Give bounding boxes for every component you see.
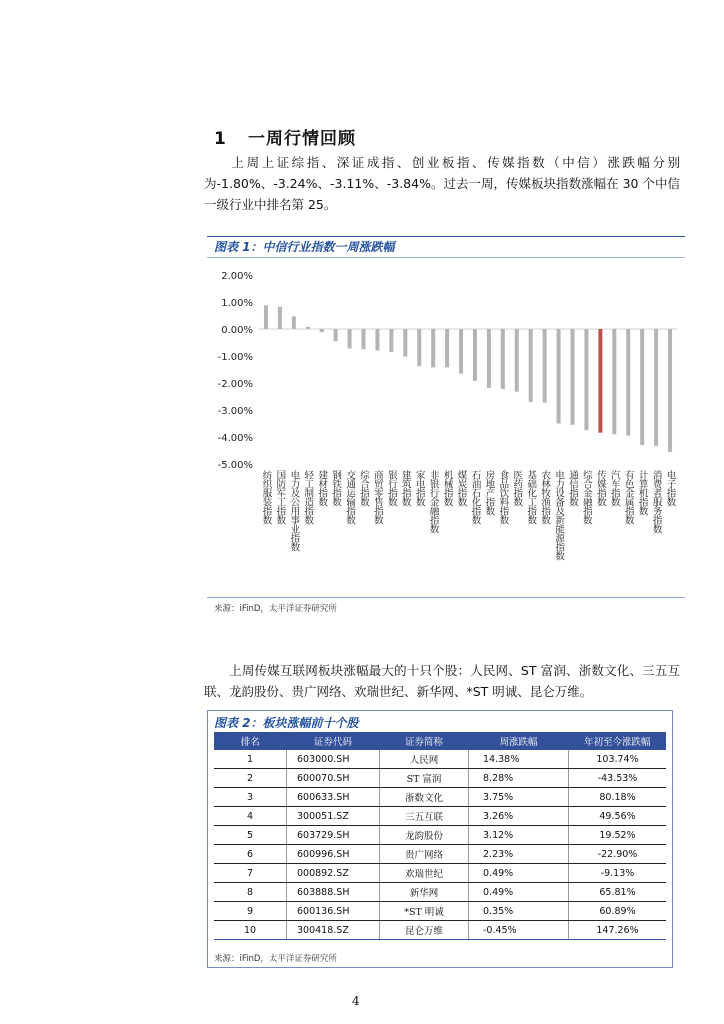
cell-name: *ST 明诚 xyxy=(380,902,469,921)
table-row xyxy=(214,750,666,769)
x-category-label: 医药指数 xyxy=(511,470,523,506)
cell-name: 昆仑万维 xyxy=(380,921,469,940)
cell-rank: 6 xyxy=(214,845,287,864)
y-tick-label: 0.00% xyxy=(221,325,253,336)
bar xyxy=(529,329,533,402)
y-tick-label: -5.00% xyxy=(217,460,253,471)
x-category-label: 食品饮料指数 xyxy=(497,470,509,524)
bar xyxy=(584,329,588,430)
header-name: 证券简称 xyxy=(380,732,469,750)
cell-code: 603729.SH xyxy=(287,826,380,845)
cell-weekly-change: 2.23% xyxy=(469,845,569,864)
bar xyxy=(473,329,477,381)
cell-weekly-change: 3.12% xyxy=(469,826,569,845)
x-category-label: 家电指数 xyxy=(413,470,425,506)
bar xyxy=(278,307,282,329)
bar xyxy=(515,329,519,392)
table-row xyxy=(214,845,666,864)
x-category-label: 纺织服装指数 xyxy=(260,470,272,524)
header-weekly-change: 周涨跌幅 xyxy=(469,732,569,750)
bar xyxy=(626,329,630,436)
cell-name: 浙数文化 xyxy=(380,788,469,807)
cell-code: 603000.SH xyxy=(287,750,380,769)
x-category-label: 农林牧渔指数 xyxy=(539,470,551,524)
cell-code: 600633.SH xyxy=(287,788,380,807)
y-tick-label: 1.00% xyxy=(221,298,253,309)
cell-code: 000892.SZ xyxy=(287,864,380,883)
table-row xyxy=(214,826,666,845)
cell-rank: 3 xyxy=(214,788,287,807)
cell-weekly-change: 8.28% xyxy=(469,769,569,788)
cell-ytd-change: 49.56% xyxy=(569,807,667,826)
bar xyxy=(375,329,379,351)
bar xyxy=(543,329,547,402)
cell-ytd-change: -43.53% xyxy=(569,769,667,788)
table-row xyxy=(214,769,666,788)
y-tick-label: 2.00% xyxy=(221,271,253,282)
bar xyxy=(389,329,393,352)
cell-rank: 4 xyxy=(214,807,287,826)
table-row xyxy=(214,864,666,883)
figure-2-title: 图表 2：板块涨幅前十个股 xyxy=(214,716,359,730)
industry-weekly-change-chart xyxy=(207,258,685,588)
table-body xyxy=(214,750,666,940)
top-ten-stocks-table xyxy=(214,732,666,940)
section-title: 一周行情回顾 xyxy=(248,129,356,149)
bar xyxy=(654,329,658,446)
table-row xyxy=(214,883,666,902)
cell-weekly-change: 3.26% xyxy=(469,807,569,826)
y-tick-label: -2.00% xyxy=(217,379,253,390)
bar xyxy=(487,329,491,388)
cell-code: 300051.SZ xyxy=(287,807,380,826)
bar xyxy=(668,329,672,452)
bar xyxy=(306,327,310,329)
paragraph-1-text: 上周上证综指、深证成指、创业板指、传媒指数（中信）涨跌幅分别为-1.80%、-3.24%、-3.11%、-3.84%。过去一周，传媒板块指数涨幅在 30 个中信一级行业中排名第 25。 xyxy=(204,155,680,212)
x-category-label: 传媒指数 xyxy=(594,470,606,506)
x-category-label: 交通运输指数 xyxy=(344,470,356,524)
x-category-label: 石油石化指数 xyxy=(469,470,481,524)
paragraph-top-stocks xyxy=(204,660,680,702)
cell-weekly-change: 0.35% xyxy=(469,902,569,921)
figure-1-bottom-rule xyxy=(207,597,685,598)
x-category-label: 非银行金融指数 xyxy=(427,470,439,533)
bar xyxy=(612,329,616,434)
cell-rank: 9 xyxy=(214,902,287,921)
cell-code: 600070.SH xyxy=(287,769,380,788)
table-row xyxy=(214,902,666,921)
cell-name: 人民网 xyxy=(380,750,469,769)
bar xyxy=(320,329,324,332)
section-heading xyxy=(214,124,356,149)
y-tick-label: -1.00% xyxy=(217,352,253,363)
cell-weekly-change: 14.38% xyxy=(469,750,569,769)
header-code: 证券代码 xyxy=(287,732,380,750)
page-number: 4 xyxy=(352,994,360,1008)
cell-ytd-change: 65.81% xyxy=(569,883,667,902)
cell-name: ST 富润 xyxy=(380,769,469,788)
bar-highlighted xyxy=(598,329,602,433)
x-category-label: 煤炭指数 xyxy=(455,470,467,506)
figure-1-source: 来源：iFinD，太平洋证券研究所 xyxy=(214,604,337,614)
bar xyxy=(292,316,296,329)
cell-name: 新华网 xyxy=(380,883,469,902)
bar xyxy=(571,329,575,425)
paragraph-weekly-review xyxy=(204,152,680,215)
cell-name: 贵广网络 xyxy=(380,845,469,864)
y-tick-label: -3.00% xyxy=(217,406,253,417)
header-ytd-change: 年初至今涨跌幅 xyxy=(569,732,667,750)
cell-ytd-change: 80.18% xyxy=(569,788,667,807)
cell-ytd-change: 60.89% xyxy=(569,902,667,921)
cell-ytd-change: -9.13% xyxy=(569,864,667,883)
x-category-label: 机械指数 xyxy=(441,470,453,506)
cell-rank: 5 xyxy=(214,826,287,845)
x-category-label: 银行指数 xyxy=(385,470,397,506)
x-category-label: 建筑指数 xyxy=(399,470,411,506)
x-category-label: 基础化工指数 xyxy=(525,470,537,524)
bar xyxy=(362,329,366,349)
x-category-label: 建材指数 xyxy=(316,470,328,506)
x-category-label: 汽车指数 xyxy=(608,470,620,506)
cell-code: 603888.SH xyxy=(287,883,380,902)
cell-ytd-change: 103.74% xyxy=(569,750,667,769)
bar xyxy=(264,305,268,329)
bar xyxy=(334,329,338,341)
cell-ytd-change: -22.90% xyxy=(569,845,667,864)
bar xyxy=(501,329,505,389)
cell-rank: 8 xyxy=(214,883,287,902)
header-rank: 排名 xyxy=(214,732,287,750)
bar xyxy=(445,329,449,367)
x-category-label: 综合金融指数 xyxy=(580,470,592,524)
bar xyxy=(417,329,421,366)
x-category-label: 消费者服务指数 xyxy=(650,470,662,533)
x-category-label: 房地产指数 xyxy=(483,470,495,515)
cell-ytd-change: 147.26% xyxy=(569,921,667,940)
figure-1-title: 图表 1：中信行业指数一周涨跌幅 xyxy=(214,240,395,254)
cell-rank: 10 xyxy=(214,921,287,940)
table-row xyxy=(214,807,666,826)
cell-weekly-change: 0.49% xyxy=(469,883,569,902)
cell-rank: 2 xyxy=(214,769,287,788)
cell-ytd-change: 19.52% xyxy=(569,826,667,845)
table-row xyxy=(214,921,666,940)
x-category-label: 电子指数 xyxy=(664,470,676,506)
x-category-label: 钢铁指数 xyxy=(330,470,342,506)
x-category-label: 电力设备及新能源指数 xyxy=(553,470,565,560)
bar xyxy=(459,329,463,374)
section-number: 1 xyxy=(214,129,227,149)
cell-name: 欢瑞世纪 xyxy=(380,864,469,883)
cell-rank: 7 xyxy=(214,864,287,883)
bar xyxy=(557,329,561,424)
x-category-label: 商贸零售指数 xyxy=(371,470,383,524)
x-category-label: 通信指数 xyxy=(567,470,578,506)
cell-name: 龙韵股份 xyxy=(380,826,469,845)
cell-code: 300418.SZ xyxy=(287,921,380,940)
bar xyxy=(403,329,407,357)
x-category-label: 轻工制造指数 xyxy=(302,470,314,524)
x-category-label: 国防军工指数 xyxy=(274,470,286,524)
cell-weekly-change: -0.45% xyxy=(469,921,569,940)
cell-rank: 1 xyxy=(214,750,287,769)
cell-code: 600996.SH xyxy=(287,845,380,864)
y-tick-label: -4.00% xyxy=(217,433,253,444)
bar xyxy=(640,329,644,445)
cell-code: 600136.SH xyxy=(287,902,380,921)
table-row xyxy=(214,788,666,807)
table-header-row xyxy=(214,732,666,750)
figure-2-source: 来源：iFinD，太平洋证券研究所 xyxy=(214,954,337,964)
cell-weekly-change: 0.49% xyxy=(469,864,569,883)
x-category-label: 计算机指数 xyxy=(636,470,648,515)
cell-name: 三五互联 xyxy=(380,807,469,826)
bar xyxy=(348,329,352,348)
paragraph-2-text: 上周传媒互联网板块涨幅最大的十只个股：人民网、ST 富润、浙数文化、三五互联、龙韵股份、贵广网络、欢瑞世纪、新华网、*ST 明诚、昆仑万维。 xyxy=(204,663,680,699)
cell-weekly-change: 3.75% xyxy=(469,788,569,807)
x-category-label: 有色金属指数 xyxy=(622,470,634,524)
x-category-label: 电力及公用事业指数 xyxy=(288,470,300,551)
x-category-label: 综合指数 xyxy=(358,470,369,506)
bar xyxy=(431,329,435,367)
